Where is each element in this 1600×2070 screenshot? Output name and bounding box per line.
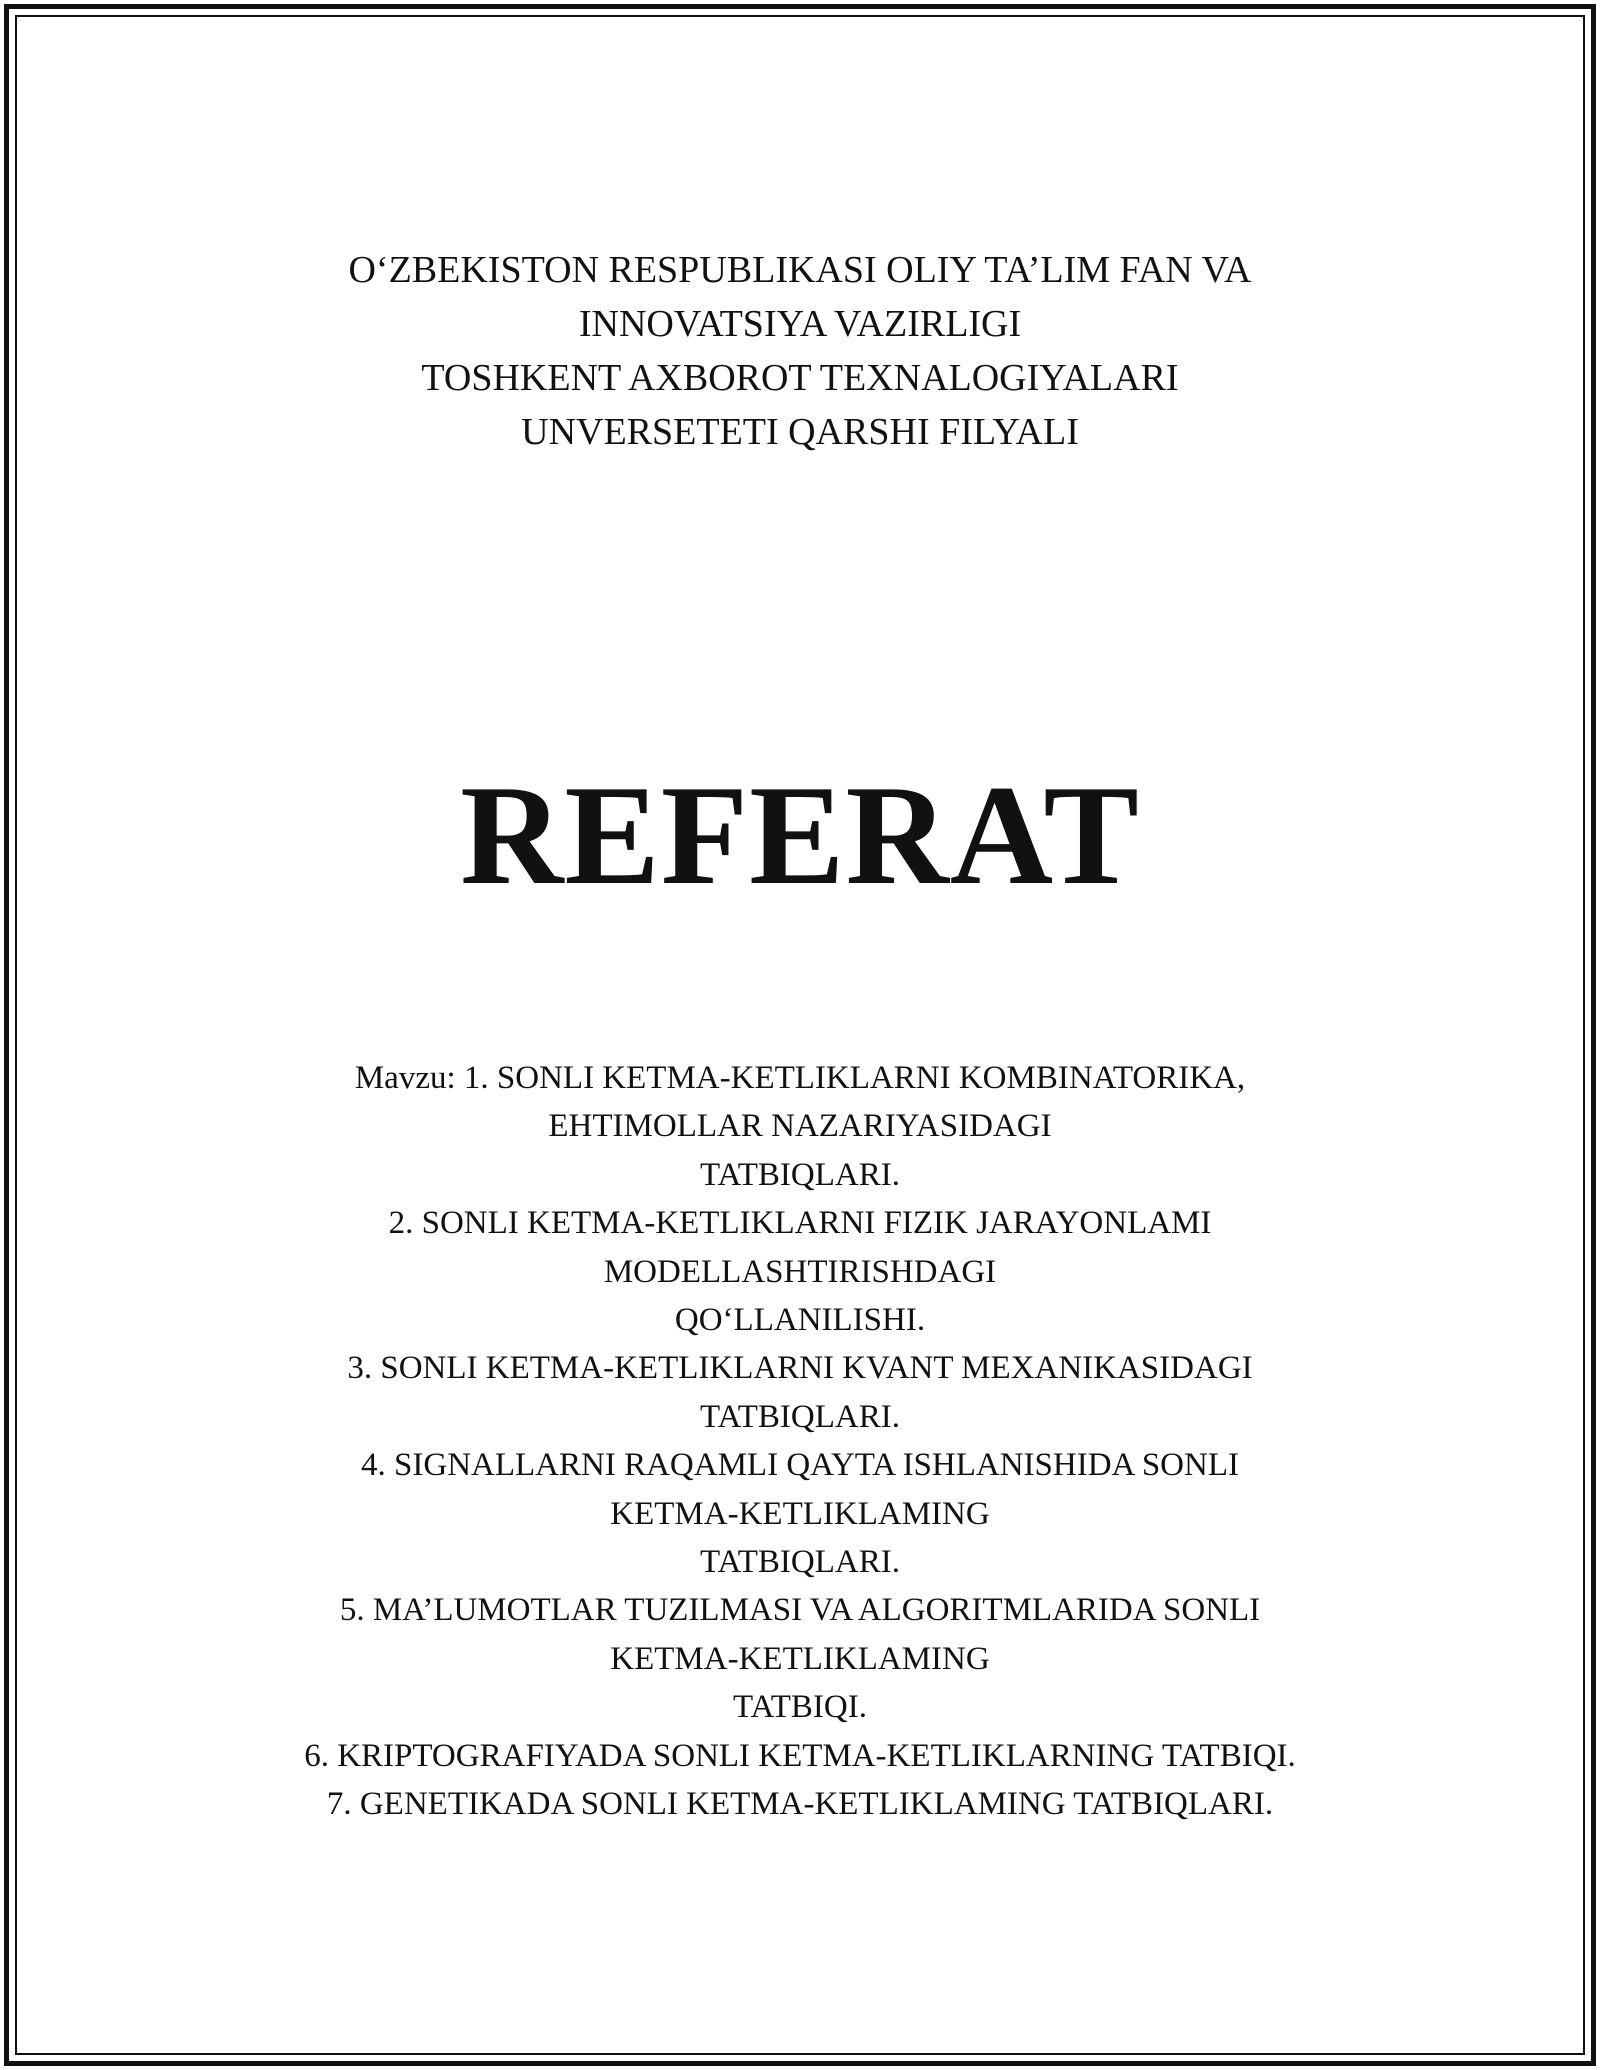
topics-list: [0, 1054, 1600, 1829]
topic-line: 2. SONLI KETMA-KETLIKLARNI FIZIK JARAYONLAMI: [388, 1205, 1212, 1242]
topic-line: 4. SIGNALLARNI RAQAMLI QAYTA ISHLANISHIDA SONLI: [361, 1447, 1239, 1484]
topic-line: MODELLASHTIRISHDAGI: [603, 1253, 997, 1290]
header-line: O‘ZBEKISTON RESPUBLIKASI OLIY TA’LIM FAN VA: [348, 249, 1252, 291]
topic-line: Mavzu: 1. SONLI KETMA-KETLIKLARNI KOMBINATORIKA,: [354, 1060, 1246, 1096]
topic-line: TATBIQLARI.: [700, 1398, 900, 1435]
topic-line: 7. GENETIKADA SONLI KETMA-KETLIKLAMING TATBIQLARI.: [326, 1786, 1274, 1823]
document-title: REFERAT: [460, 756, 1140, 914]
topic-line: 6. KRIPTOGRAFIYADA SONLI KETMA-KETLIKLARNING TATBIQI.: [304, 1737, 1296, 1774]
topic-line: TATBIQI.: [733, 1689, 867, 1726]
topic-line: 3. SONLI KETMA-KETLIKLARNI KVANT MEXANIKASIDAGI: [347, 1350, 1253, 1387]
topic-line: 5. MA’LUMOTLAR TUZILMASI VA ALGORITMLARIDA SONLI: [339, 1592, 1261, 1629]
topic-line: QO‘LLANILISHI.: [674, 1302, 926, 1339]
topic-line: KETMA-KETLIKLAMING: [610, 1640, 990, 1677]
topic-line: TATBIQLARI.: [700, 1544, 900, 1581]
header-line: UNVERSETETI QARSHI FILYALI: [521, 411, 1079, 453]
header-line: TOSHKENT AXBOROT TEXNALOGIYALARI: [421, 357, 1179, 399]
topic-line: EHTIMOLLAR NAZARIYASIDAGI: [548, 1108, 1052, 1145]
topic-line: TATBIQLARI.: [700, 1156, 900, 1193]
header-line: INNOVATSIYA VAZIRLIGI: [578, 303, 1022, 345]
topic-line: KETMA-KETLIKLAMING: [610, 1495, 990, 1532]
institution-header: [0, 243, 1600, 459]
